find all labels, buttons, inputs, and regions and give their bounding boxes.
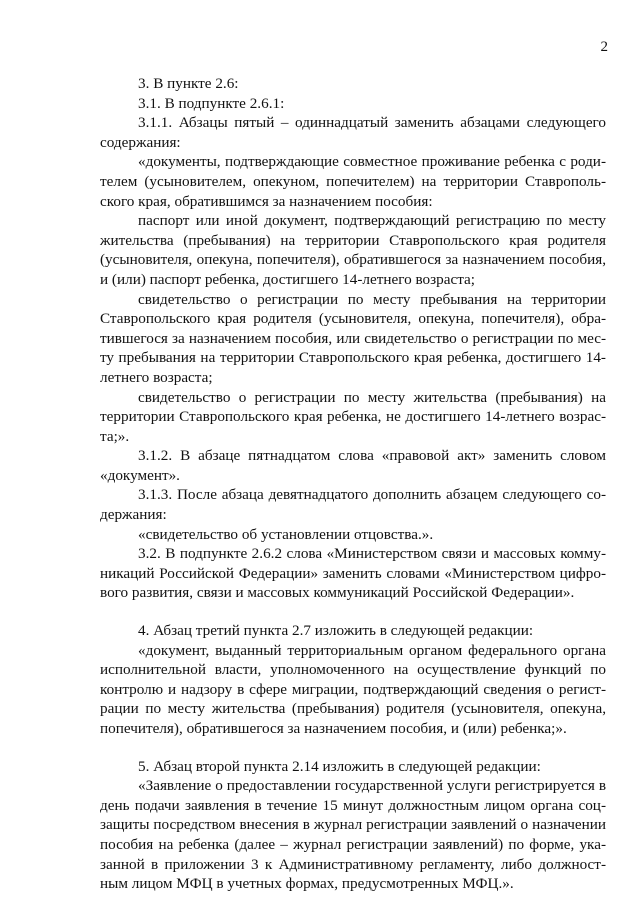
paragraph-subitem-3-1-2: 3.1.2. В абзаце пятнадцатом слова «правовой акт» заменить словом «документ». [100,447,606,484]
paragraph-residence-certificate: свидетельство о регистрации по месту жительства (пребывания) на территории Ставропольского края ребенка, не достигшего 14-летнего возраста;». [100,388,606,445]
paragraph-item-4: 4. Абзац третий пункта 2.7 изложить в следующей редакции: [138,622,534,640]
paragraph-paternity: «свидетельство об установлении отцовства.». [138,525,434,543]
paragraph-passport: паспорт или иной документ, подтверждающий регистрацию по месту жительства (пребывания) на территории Ставропольского края родителя (усыновителя, опекуна, попечителя), обратившегося за назначением пособия, и (или) паспорт ребенка, достигшего 14-летнего возраста; [100,212,606,288]
paragraph-stay-certificate: свидетельство о регистрации по месту пребывания на территории Ставропольского края родителя (усыновителя, опекуна, попечителя), обратившегося за назначением пособия, или свидетельство о регистрации по месту пребывания на территории Ставропольского края ребенка, достигшего 14-летнего возраста; [100,290,606,386]
paragraph-item-4-quote: «документ, выданный территориальным органом федерального органа исполнительной власти, уполномоченного на осуществление функций по контролю и надзору в сфере миграции, подтверждающий сведения о регистрации по месту жительства (пребывания) родителя (усыновителя, опекуна, попечителя), обратившегося за назначением пособия, и (или) ребенка;». [100,641,606,737]
paragraph-item-3: 3. В пункте 2.6: [138,75,239,92]
paragraph-subitem-3-1-1: 3.1.1. Абзацы пятый – одиннадцатый заменить абзацами следующего содержания: [100,114,606,151]
paragraph-item-5-quote: «Заявление о предоставлении государственной услуги регистрируется в день подачи заявления в течение 15 минут должностным лицом органа соцзащиты посредством внесения в журнал регистрации заявлений о назначении пособия на ребенка (далее – журнал регистрации заявлений) по форме, указанной в приложении 3 к Административному регламенту, либо должностным лицом МФЦ в учетных формах, предусмотренных МФЦ.». [100,777,606,893]
document-body [100,74,606,894]
paragraph-quote-documents: «документы, подтверждающие совместное проживание ребенка с родителем (усыновителем, опекуном, попечителем) на территории Ставропольского края, обратившимся за назначением пособия: [100,153,606,210]
page-number: 2 [600,39,608,55]
paragraph-subitem-3-1-3: 3.1.3. После абзаца девятнадцатого дополнить абзацем следующего содержания: [100,486,606,524]
paragraph-subitem-3-2: 3.2. В подпункте 2.6.2 слова «Министерством связи и массовых коммуникаций Российской Федерации» заменить словами «Министерством цифрового развития, связи и массовых коммуникаций Российской Федерации». [100,545,606,602]
paragraph-item-5: 5. Абзац второй пункта 2.14 изложить в следующей редакции: [138,757,541,775]
paragraph-subitem-3-1: 3.1. В подпункте 2.6.1: [138,94,285,112]
